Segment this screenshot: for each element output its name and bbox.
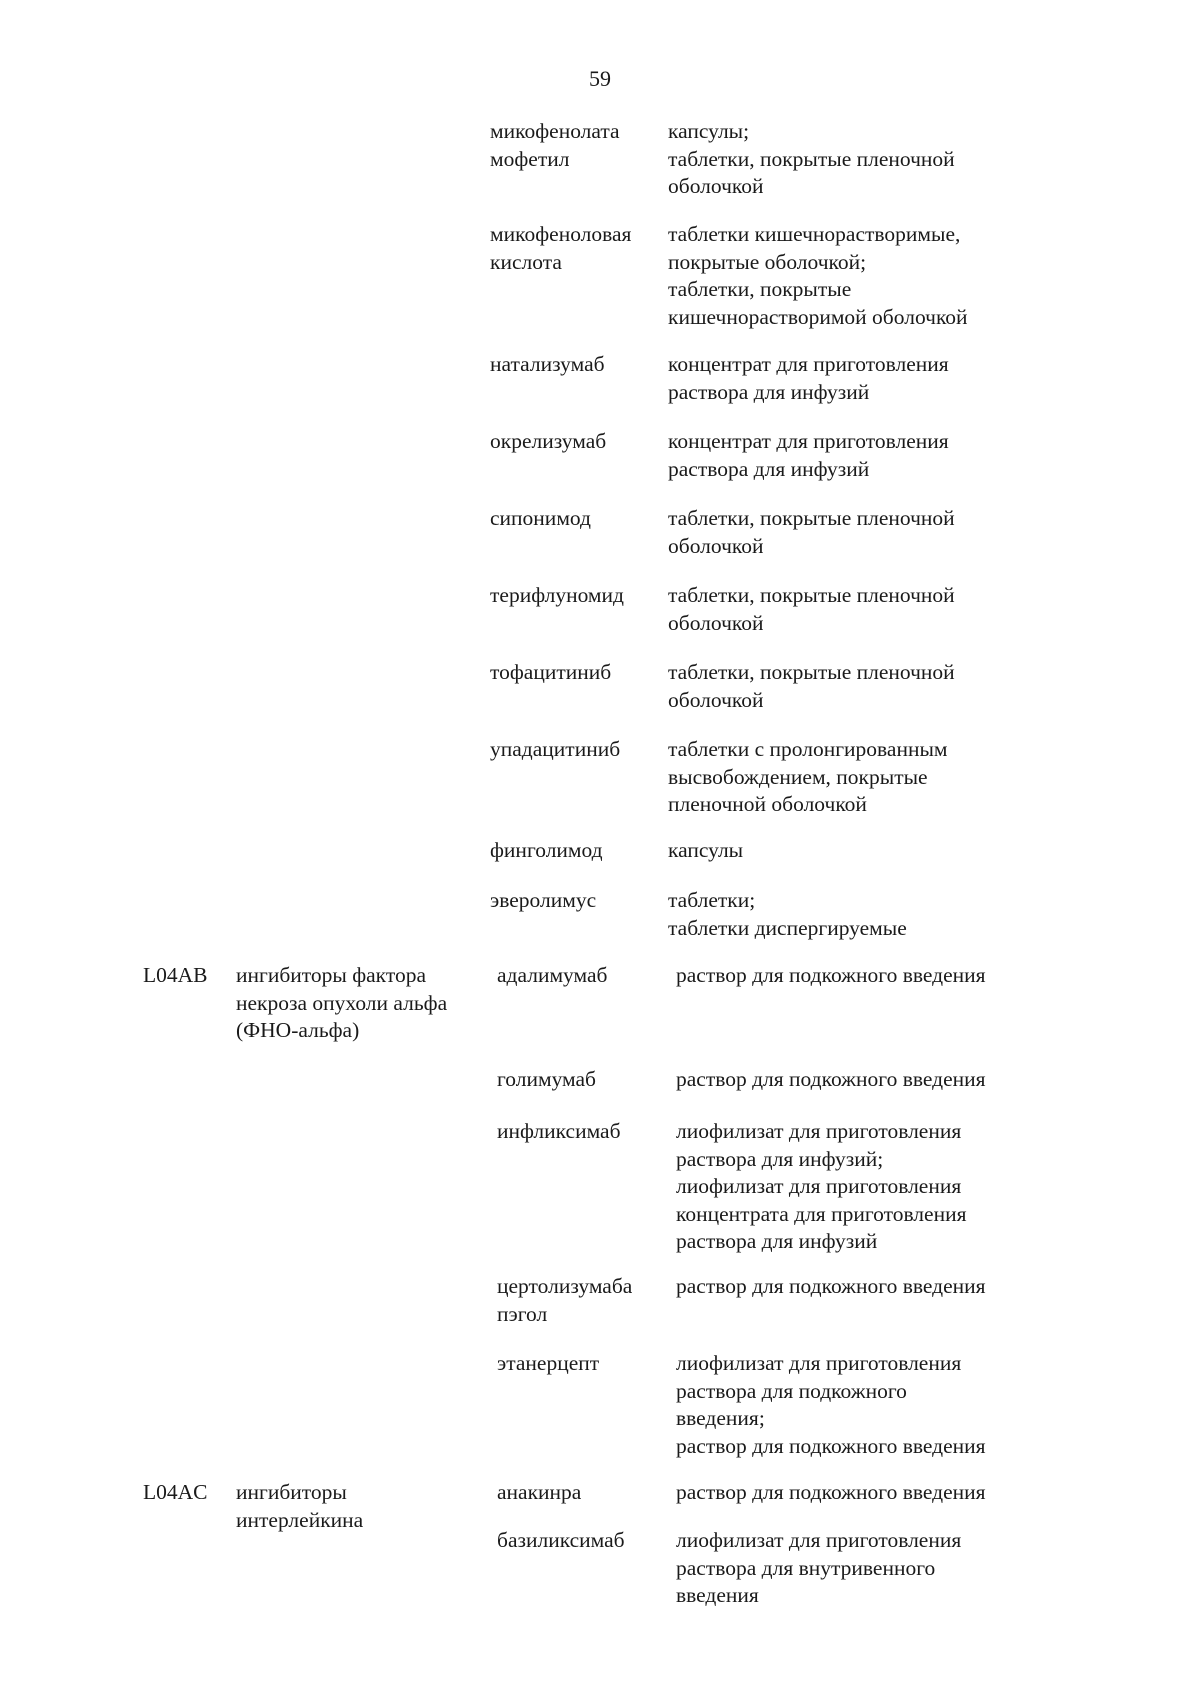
drug-name <box>490 118 620 173</box>
dosage-form-line: оболочкой <box>668 533 764 558</box>
dosage-form <box>668 837 743 865</box>
dosage-form-line: таблетки, покрытые <box>668 277 852 301</box>
dosage-form-line: раствор для подкожного введения <box>676 1480 986 1504</box>
drug-name-line: инфликсимаб <box>497 1119 621 1143</box>
dosage-form-line: таблетки, покрытые пленочной <box>668 146 955 171</box>
drug-name <box>497 1066 596 1094</box>
drug-name-line: голимумаб <box>497 1067 596 1091</box>
drug-name <box>497 1273 632 1328</box>
drug-name-line: этанерцепт <box>497 1351 600 1375</box>
dosage-form-line: раствора для подкожного <box>676 1378 907 1403</box>
dosage-form <box>676 1118 966 1256</box>
dosage-form-line: покрытые оболочкой; <box>668 249 867 274</box>
dosage-form-line: лиофилизат для приготовления <box>676 1174 962 1198</box>
dosage-form-line: концентрата для приготовления <box>676 1201 967 1226</box>
drug-name-line: микофенолата <box>490 119 620 143</box>
dosage-form-line: кишечнорастворимой оболочкой <box>668 304 968 329</box>
dosage-form-line: таблетки диспергируемые <box>668 915 907 940</box>
dosage-form-line: высвобождением, покрытые <box>668 764 928 789</box>
dosage-form-line: таблетки, покрытые пленочной <box>668 506 955 530</box>
drug-name <box>490 736 620 764</box>
drug-name-line: микофеноловая <box>490 222 632 246</box>
drug-name-line: финголимод <box>490 838 603 862</box>
dosage-form <box>668 428 949 483</box>
drug-name <box>497 1479 581 1507</box>
dosage-form-line: раствор для подкожного введения <box>676 1433 986 1458</box>
drug-name-line: пэгол <box>497 1301 548 1326</box>
dosage-form <box>676 1527 961 1610</box>
group-name-line: ингибиторы фактора <box>236 963 427 987</box>
dosage-form-line: лиофилизат для приготовления <box>676 1351 962 1375</box>
drug-name <box>490 887 596 915</box>
drug-name <box>497 1350 599 1378</box>
dosage-form-line: капсулы <box>668 838 744 862</box>
drug-name-line: натализумаб <box>490 352 605 376</box>
atc-code: L04AC <box>143 1480 208 1504</box>
group-name <box>236 1479 363 1534</box>
dosage-form-line: раствор для подкожного введения <box>676 1067 986 1091</box>
dosage-form-line: таблетки с пролонгированным <box>668 737 948 761</box>
drug-name <box>490 351 605 379</box>
dosage-form-line: таблетки, покрытые пленочной <box>668 660 955 684</box>
dosage-form-line: оболочкой <box>668 687 764 712</box>
drug-name-line: эверолимус <box>490 888 597 912</box>
page-number: 59 <box>589 66 611 91</box>
drug-name-line: сипонимод <box>490 506 591 530</box>
dosage-form <box>668 505 955 560</box>
drug-name-line: окрелизумаб <box>490 429 607 453</box>
dosage-form <box>668 118 955 201</box>
dosage-form-line: раствор для подкожного введения <box>676 1274 986 1298</box>
drug-name-line: адалимумаб <box>497 963 608 987</box>
atc-code: L04AB <box>143 963 208 987</box>
drug-name-line: цертолизумаба <box>497 1274 633 1298</box>
dosage-form-line: таблетки кишечнорастворимые, <box>668 222 961 246</box>
drug-name <box>497 962 607 990</box>
dosage-form <box>676 1350 986 1460</box>
dosage-form <box>676 1273 986 1301</box>
drug-name <box>497 1527 625 1555</box>
dosage-form-line: раствора для инфузий <box>668 379 870 404</box>
group-name-line: некроза опухоли альфа <box>236 990 448 1015</box>
drug-name <box>490 505 591 533</box>
group-name <box>236 962 447 1045</box>
drug-name-line: кислота <box>490 249 562 274</box>
dosage-form-line: оболочкой <box>668 174 764 198</box>
dosage-form-line: концентрат для приготовления <box>668 429 949 453</box>
dosage-form-line: лиофилизат для приготовления <box>676 1528 962 1552</box>
dosage-form-line: таблетки; <box>668 888 756 912</box>
dosage-form-line: раствора для внутривенного <box>676 1555 936 1580</box>
drug-name-line: тофацитиниб <box>490 660 612 684</box>
drug-name-line: терифлуномид <box>490 583 624 607</box>
dosage-form-line: пленочной оболочкой <box>668 792 867 816</box>
dosage-form <box>668 659 955 714</box>
drug-name-line: мофетил <box>490 146 570 171</box>
dosage-form-line: введения <box>676 1583 759 1607</box>
drug-name-line: упадацитиниб <box>490 737 621 761</box>
group-name-line: ингибиторы <box>236 1480 347 1504</box>
drug-name <box>490 221 631 276</box>
dosage-form-line: раствора для инфузий; <box>676 1146 884 1171</box>
dosage-form-line: капсулы; <box>668 119 750 143</box>
dosage-form-line: оболочкой <box>668 610 764 635</box>
drug-name <box>497 1118 621 1146</box>
group-name-line: интерлейкина <box>236 1507 364 1532</box>
dosage-form-line: введения; <box>676 1406 765 1430</box>
dosage-form <box>668 582 955 637</box>
drug-name-line: анакинра <box>497 1480 582 1504</box>
dosage-form <box>676 962 986 990</box>
dosage-form-line: лиофилизат для приготовления <box>676 1119 962 1143</box>
group-name-line: (ФНО-альфа) <box>236 1018 360 1042</box>
dosage-form <box>668 351 949 406</box>
dosage-form <box>676 1066 986 1094</box>
dosage-form <box>668 887 907 942</box>
dosage-form-line: концентрат для приготовления <box>668 352 949 376</box>
dosage-form-line: раствор для подкожного введения <box>676 963 986 987</box>
dosage-form <box>668 221 968 331</box>
dosage-form <box>676 1479 986 1507</box>
dosage-form-line: таблетки, покрытые пленочной <box>668 583 955 607</box>
drug-name <box>490 659 611 687</box>
dosage-form <box>668 736 948 819</box>
dosage-form-line: раствора для инфузий <box>668 456 870 481</box>
drug-name <box>490 837 603 865</box>
drug-name <box>490 428 606 456</box>
drug-name <box>490 582 624 610</box>
dosage-form-line: раствора для инфузий <box>676 1229 878 1253</box>
drug-name-line: базиликсимаб <box>497 1528 625 1552</box>
